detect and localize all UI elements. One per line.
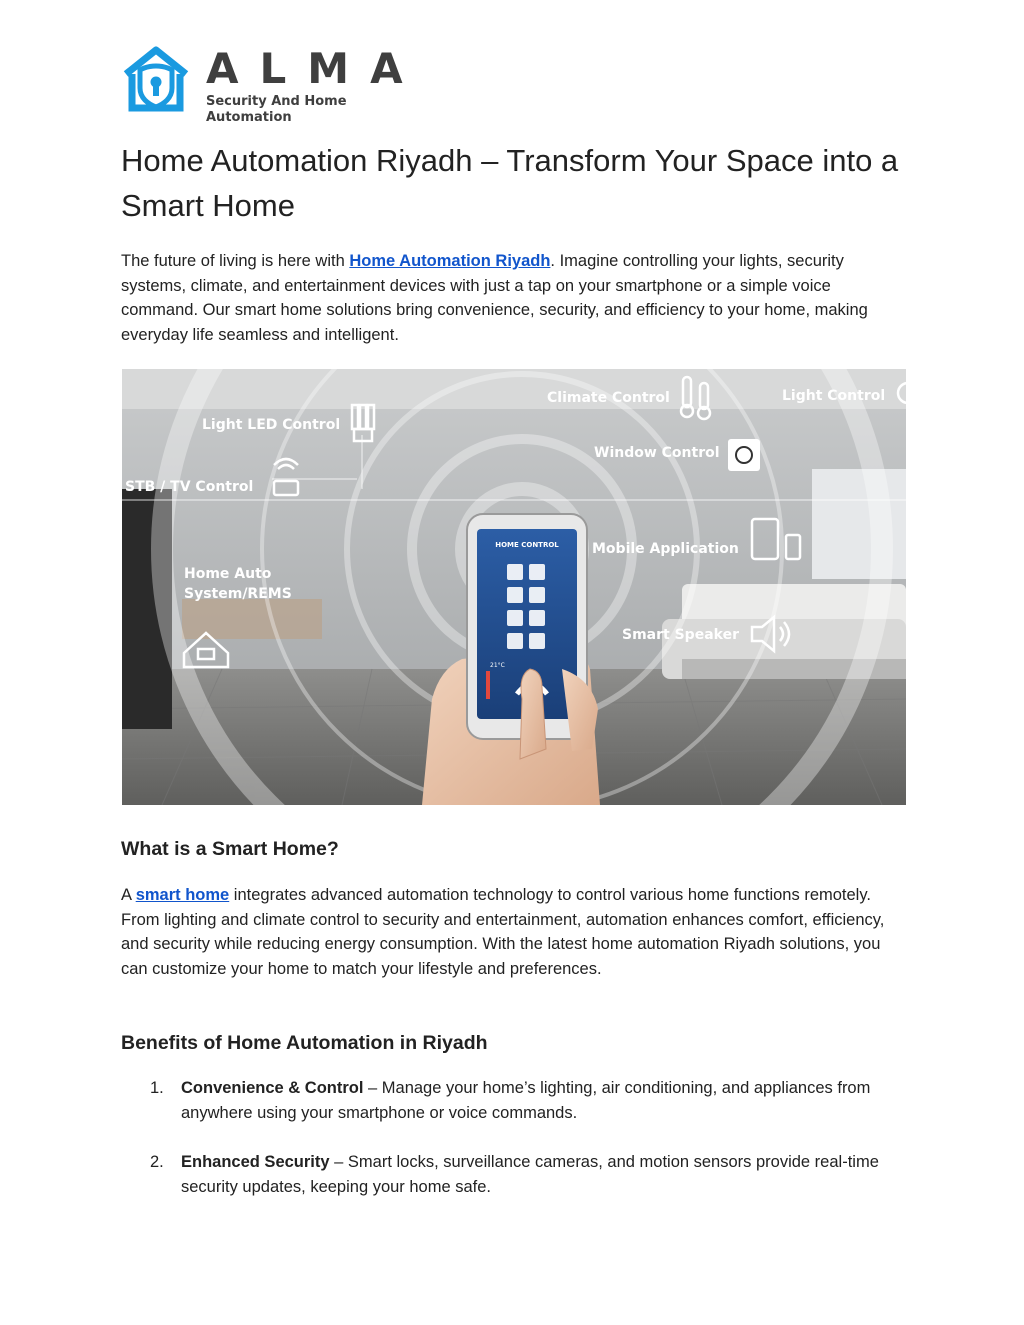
shield-lock-icon (120, 44, 194, 116)
smart-home-link[interactable]: smart home (135, 886, 230, 904)
phone-temperature: 21°C (490, 662, 505, 669)
brand-tagline: Security And Home Automation (206, 94, 347, 125)
label-smart-speaker: Smart Speaker (622, 627, 739, 643)
label-home-auto: Home Auto (184, 566, 272, 582)
heading-what-is-smart-home: What is a Smart Home? (121, 838, 339, 860)
brand-name: ALMA (206, 44, 424, 93)
smart-home-text-end: integrates advanced automation technology to control various home functions remotely. From lighting and climate control to security and entertainment, automation enhances comfort, efficiency, and security while reducing energy consumption. With the latest home automation Riyadh solutions, you can customize your home to match your lifestyle and preferences. (121, 886, 885, 978)
label-light-control: Light Control (782, 388, 886, 404)
intro-text-end: . Imagine controlling your lights, security systems, climate, and entertainment devices with just a tap on your smartphone or a simple voice command. Our smart home solutions bring convenience, security, and efficiency to your home, making everyday life seamless and intelligent. (121, 252, 868, 344)
label-light-led-control: Light LED Control (202, 417, 341, 433)
list-item (121, 1150, 911, 1199)
heading-benefits: Benefits of Home Automation in Riyadh (121, 1032, 488, 1054)
list-item-title: Enhanced Security (181, 1153, 330, 1171)
smart-home-text-start: A (121, 886, 136, 904)
brand-logo (120, 44, 424, 125)
list-item-number: 2. (150, 1153, 164, 1171)
label-mobile-application: Mobile Application (592, 541, 739, 557)
intro-paragraph (121, 249, 911, 347)
intro-text-start: The future of living is here with (121, 252, 350, 270)
list-item-title: Convenience & Control (181, 1079, 364, 1097)
label-system-rems: System/REMS (184, 586, 292, 602)
home-automation-riyadh-link[interactable]: Home Automation Riyadh (349, 252, 551, 270)
label-climate-control: Climate Control (547, 390, 670, 406)
sun-icon (728, 439, 760, 471)
phone-header: HOME CONTROL (495, 541, 559, 549)
page-title: Home Automation Riyadh – Transform Your Space into a Smart Home (121, 143, 899, 223)
smart-home-paragraph (121, 883, 911, 981)
benefits-list (121, 1076, 911, 1199)
list-item (121, 1076, 911, 1125)
label-stb-tv-control: STB / TV Control (125, 479, 254, 495)
list-item-number: 1. (150, 1079, 164, 1097)
list-item-text: – Smart locks, surveillance cameras, and motion sensors provide real-time security updates, keeping your home safe. (181, 1153, 879, 1196)
list-item-text: – Manage your home’s lighting, air conditioning, and appliances from anywhere using your smartphone or voice commands. (181, 1079, 871, 1122)
hero-image (122, 369, 906, 805)
label-window-control: Window Control (594, 445, 720, 461)
